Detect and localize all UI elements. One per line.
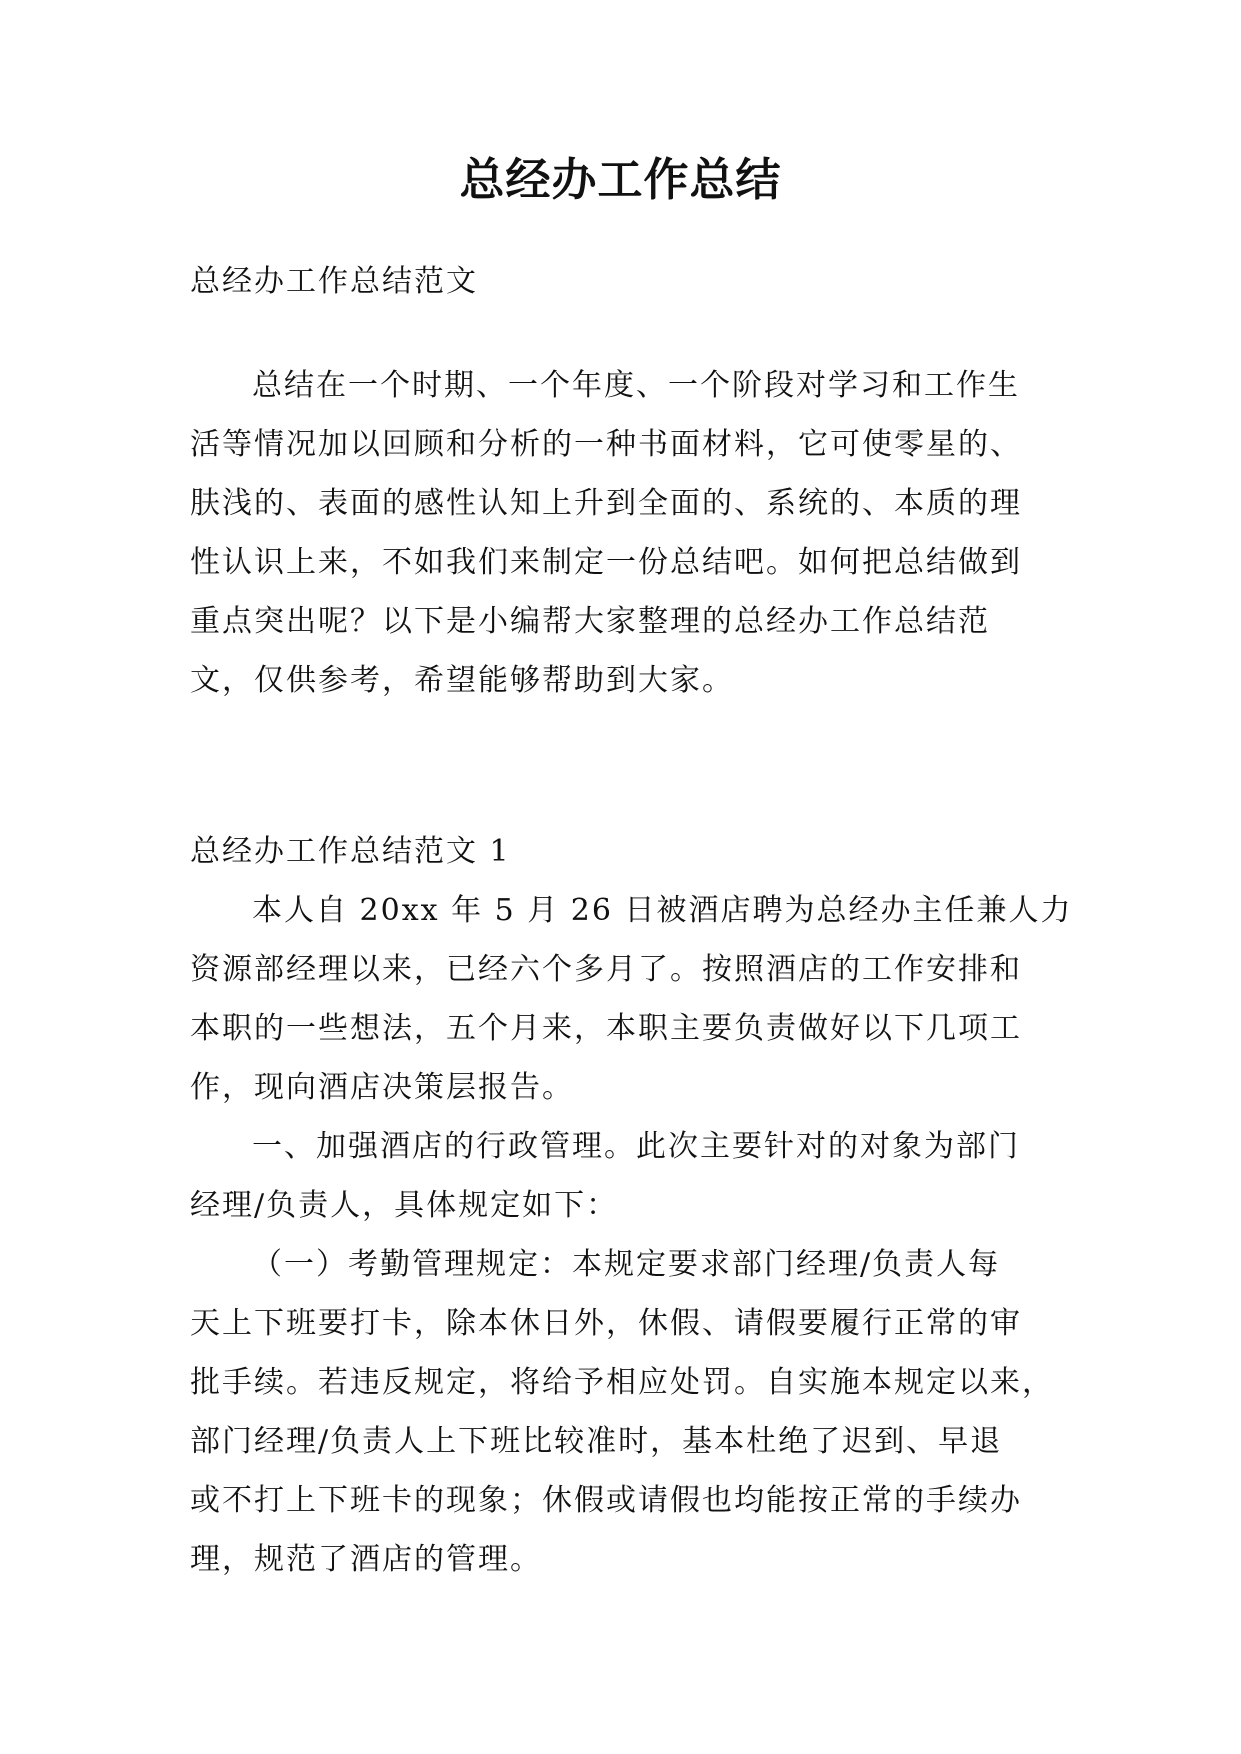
body-line: 或不打上下班卡的现象；休假或请假也均能按正常的手续办 — [190, 1483, 1022, 1518]
body-line: 批手续。若违反规定，将给予相应处罚。自实施本规定以来， — [190, 1365, 1054, 1400]
body-line: 天上下班要打卡，除本休日外，休假、请假要履行正常的审 — [190, 1306, 1022, 1341]
intro-line: 总结在一个时期、一个年度、一个阶段对学习和工作生 — [252, 368, 1020, 403]
body-line: 经理/负责人，具体规定如下： — [190, 1188, 619, 1223]
body-line: 理，规范了酒店的管理。 — [190, 1542, 542, 1577]
intro-line: 肤浅的、表面的感性认知上升到全面的、系统的、本质的理 — [190, 486, 1022, 521]
intro-line: 活等情况加以回顾和分析的一种书面材料，它可使零星的、 — [190, 427, 1022, 462]
body-line: 部门经理/负责人上下班比较准时，基本杜绝了迟到、早退 — [190, 1424, 1003, 1459]
body-paragraph-1 — [190, 881, 1073, 1117]
body-line: 本职的一些想法，五个月来，本职主要负责做好以下几项工 — [190, 1011, 1022, 1046]
section-heading: 总经办工作总结范文 1 — [190, 834, 511, 869]
body-line: 一、加强酒店的行政管理。此次主要针对的对象为部门 — [252, 1129, 1020, 1164]
document-subtitle: 总经办工作总结范文 — [190, 264, 478, 299]
document-title: 总经办工作总结 — [459, 153, 782, 206]
intro-line: 文，仅供参考，希望能够帮助到大家。 — [190, 663, 734, 698]
body-line: 本人自 20xx 年 5 月 26 日被酒店聘为总经办主任兼人力 — [252, 893, 1073, 928]
body-line: （一）考勤管理规定：本规定要求部门经理/负责人每 — [252, 1247, 1001, 1282]
intro-paragraph — [190, 356, 1070, 710]
body-paragraph-3 — [190, 1235, 1070, 1589]
intro-line: 性认识上来，不如我们来制定一份总结吧。如何把总结做到 — [190, 545, 1022, 580]
body-line: 作，现向酒店决策层报告。 — [190, 1070, 574, 1105]
body-paragraph-2 — [190, 1117, 1070, 1235]
intro-line: 重点突出呢？以下是小编帮大家整理的总经办工作总结范 — [190, 604, 990, 639]
body-line: 资源部经理以来，已经六个多月了。按照酒店的工作安排和 — [190, 952, 1022, 987]
